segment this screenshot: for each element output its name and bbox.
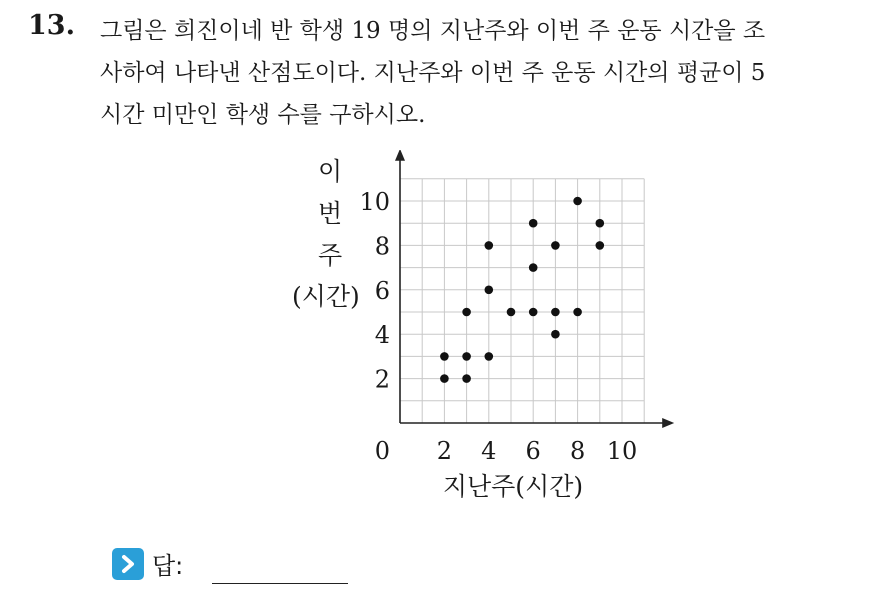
y-tick-label: 4 (374, 321, 390, 350)
data-point (440, 374, 449, 383)
data-point (462, 352, 471, 361)
answer-blank[interactable] (212, 583, 348, 584)
data-point (551, 241, 560, 250)
y-axis-arrow (395, 150, 405, 161)
y-tick-label: 10 (359, 188, 390, 216)
y-axis-label-line-3: 주 (318, 241, 343, 270)
data-point (529, 263, 538, 272)
chevron-right-icon (112, 548, 144, 580)
data-point (529, 308, 538, 317)
question-number: 13. (28, 10, 75, 41)
data-point (596, 241, 605, 250)
data-point (485, 241, 494, 250)
question-line-3: 시간 미만인 학생 수를 구하시오. (100, 102, 426, 128)
x-tick-label: 2 (436, 437, 453, 465)
y-tick-label: 2 (374, 365, 390, 394)
data-point (440, 352, 449, 361)
data-point (573, 197, 582, 206)
grid (400, 179, 644, 423)
x-axis-label: 지난주(시간) (442, 472, 584, 500)
data-point (551, 308, 560, 317)
data-point (529, 219, 538, 228)
y-tick-label: 8 (374, 232, 390, 261)
data-point (485, 352, 494, 361)
y-axis-label-line-1: 이 (318, 157, 343, 186)
data-point (551, 330, 560, 339)
data-point (507, 308, 516, 317)
x-tick-label: 8 (569, 437, 586, 465)
question-line-1: 그림은 희진이네 반 학생 19 명의 지난주와 이번 주 운동 시간을 조 (100, 18, 766, 44)
scatter-plot (280, 150, 680, 500)
data-point (485, 286, 494, 295)
answer-label: 답: (152, 552, 184, 580)
x-tick-label: 4 (481, 437, 497, 465)
y-axis-label-line-4: (시간) (292, 282, 360, 311)
origin-label: 0 (374, 437, 390, 465)
data-point (596, 219, 605, 228)
x-tick-label: 6 (525, 437, 541, 465)
data-point (573, 308, 582, 317)
y-tick-label: 6 (374, 276, 390, 305)
y-axis-label-line-2: 번 (318, 199, 343, 228)
data-point (462, 374, 471, 383)
question-line-2: 사하여 나타낸 산점도이다. 지난주와 이번 주 운동 시간의 평균이 5 (100, 60, 766, 86)
data-point (462, 308, 471, 317)
x-axis-arrow (662, 418, 674, 428)
x-tick-label: 10 (606, 437, 638, 465)
answer-area (112, 546, 183, 581)
